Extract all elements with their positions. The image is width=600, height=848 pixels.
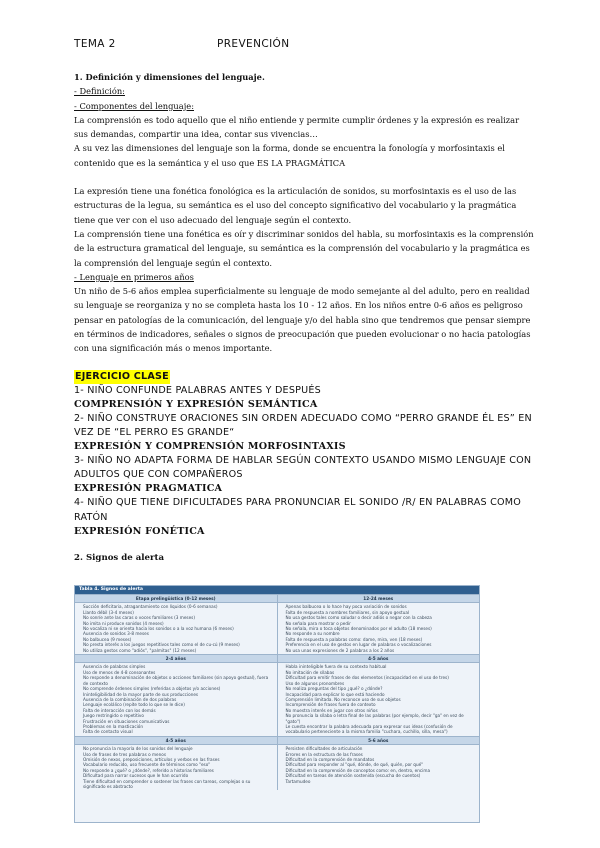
table-list-item: • Le cuesta encontrar la palabra adecuada para expresar sus ideas (confusión de vocabulario perteneciente a la misma familia "cuchara, cuchillo, silla, mesa"): [286, 724, 477, 735]
table-list-item: • Falta de respuesta a nombres familiares, sin apoyo gestual: [286, 610, 477, 615]
table-list-item: • No responde a denominación de objetos o acciones familiares (sin apoyo gestual), fuera de contexto: [83, 675, 274, 686]
table-cell: [277, 663, 480, 735]
table-list-item: • No muestra interés en jugar con otros niños: [286, 708, 477, 713]
table-list-item: • Errores en la estructura de las frases: [286, 752, 477, 757]
table-list-item: • Frustración en situaciones comunicativas: [83, 719, 274, 724]
paragraph-comprehension-expression: La comprensión es todo aquello que el niño entiende y permite cumplir órdenes y la expresión es realizar sus demandas, compartir una idea, contar sus vivencias…: [74, 114, 520, 140]
exercise-question: 4- NIÑO QUE TIENE DIFICULTADES PARA PRONUNCIAR EL SONIDO /R/ EN PALABRAS COMO RATÓN: [74, 497, 521, 523]
table-list-item: • Juego restringido o repetitivo: [83, 713, 274, 718]
exercise-question: 2- NIÑO CONSTRUYE ORACIONES SIN ORDEN ADECUADO COMO “PERRO GRANDE ÉL ES” EN VEZ DE “EL PERRO ES GRANDE“: [74, 412, 532, 439]
table-list-item: • No señala, mira o toca objetos denominados por el adulto (18 meses): [286, 626, 477, 631]
table-list-item: • Omisión de nexos, preposiciones, artículos y verbos en las frases: [83, 757, 274, 762]
table-list-item: • No sonríe ante las caras o voces familiares (3 meses): [83, 615, 274, 620]
table-list-item: • Ausencia de sonidos 3-8 meses: [83, 631, 274, 636]
components-label: - Componentes del lenguaje:: [74, 100, 194, 111]
table-row: [75, 744, 479, 790]
paragraph-expression: La expresión tiene una fonética fonológica es la articulación de sonidos, su morfosintaxis es el uso de las estructuras de la legua, su semántica es el uso del concepto significativo del vocabulario y la pragmática tiene que ver con el uso adecuado del lenguaje según el contexto.: [74, 186, 517, 225]
table-list-item: • Dificultad para responder al "qué, dónde, de qué, quién, por qué": [286, 762, 477, 767]
table-list-item: • Dificultad en la comprensión de mandatos: [286, 757, 477, 762]
table-list-item: • Persisten dificultades de articulación: [286, 746, 477, 751]
table-cell: [75, 663, 277, 735]
table-header-row: [75, 736, 479, 744]
table-header-cell: 4-5 años: [277, 655, 480, 662]
table-list-item: • Comprensión limitada. No reconoce uso de sus objetos: [286, 697, 477, 702]
table-list-item: • Incapacidad para explicar lo que está haciendo: [286, 692, 477, 697]
table-list-item: • Ausencia de palabras simples: [83, 664, 274, 669]
table-cell: [75, 745, 277, 790]
table-list-item: • No balbucea (9 meses): [83, 637, 274, 642]
table-cell: [75, 603, 277, 654]
table-list-item: • No pronuncia la sílaba o letra final de las palabras (por ejemplo, decir "ga" en vez de "gato"): [286, 713, 477, 724]
table-header-row: [75, 594, 479, 602]
table-caption: Tabla 4. Signos de alerta: [75, 586, 479, 594]
table-list-item: • Dificultad en la comprensión de conceptos como: en, dentro, encima: [286, 768, 477, 773]
table-list-item: • Apenas balbucea o lo hace hay poca variación de sonidos: [286, 604, 477, 609]
table-header-cell: 5-6 años: [277, 737, 480, 744]
table-list-item: • No imitación de sílabas: [286, 670, 477, 675]
table-list-item: • Tartamudeo: [286, 779, 477, 784]
table-header-cell: Etapa prelingüística (0-12 meses): [75, 595, 277, 602]
exercise-question: 3- NIÑO NO ADAPTA FORMA DE HABLAR SEGÚN CONTEXTO USANDO MISMO LENGUAJE CON ADULTOS QUE CON COMPAÑEROS: [74, 455, 532, 481]
paragraph-comprehension: La comprensión tiene una fonética es oír y discriminar sonidos del habla, su morfosintaxis es la comprensión de la estructura gramatical del lenguaje, su semántica es la comprensión del vocabulario y la pragmática es la comprensión del lenguaje según el contexto.: [74, 228, 534, 268]
table-cell: [277, 603, 480, 654]
exercise-block: [74, 370, 534, 539]
table-list-item: • Falta de respuesta a palabras como: dame, mira, ven (18 meses): [286, 637, 477, 642]
table-list-item: • Dificultad para emitir frases de dos elementos (incapacidad en el uso de tres): [286, 675, 477, 680]
exercise-answer: EXPRESIÓN PRAGMATICA: [74, 483, 223, 495]
definition-label: - Definición:: [74, 86, 125, 97]
table-header-row: [75, 654, 479, 662]
first-years-label: - Lenguaje en primeros años: [74, 271, 194, 282]
table-list-item: • No señala para mostrar o pedir: [286, 621, 477, 626]
warning-signs-table: [74, 585, 480, 823]
table-list-item: • No usa unas expresiones de 2 palabras a los 2 años: [286, 648, 477, 653]
paragraph-first-years: Un niño de 5-6 años emplea superficialmente su lenguaje de modo semejante al del adulto, pero en realidad su lenguaje se reorganiza y no se completa hasta los 10 - 12 años. En los niños entre 0-6 años es peligroso pensar en patologías de la comunicación, del lenguaje y/o del habla sino que tendremos que pensar siempre en términos de indicadores, señales o signos de preocupación que pueden evolucionar o no hacia patologías con una significación más o menos importante.: [74, 286, 531, 354]
table-list-item: • Dificultad en tareas de atención sostenida (escucha de cuentos): [286, 773, 477, 778]
table-cell: [277, 745, 480, 790]
table-list-item: • Preferencia en el uso de gestos en lugar de palabras o vocalizaciones: [286, 642, 477, 647]
table-header-cell: 4-5 años: [75, 737, 277, 744]
exercise-question: 1- NIÑO CONFUNDE PALABRAS ANTES Y DESPUÉS: [74, 384, 321, 396]
table-list-item: • Vocabulario reducido, uso frecuente de términos como "eso": [83, 762, 274, 767]
table-list-item: • Habla ininteligible fuera de su contexto habitual: [286, 664, 477, 669]
table-list-item: • No responde a ¿qué? o ¿dónde?, referido a historias familiares: [83, 768, 274, 773]
table-list-item: • Ausencia de la combinación de dos palabras: [83, 697, 274, 702]
table-header-cell: 2-4 años: [75, 655, 277, 662]
paragraph-dimensions: A su vez las dimensiones del lenguaje son la forma, donde se encuentra la fonología y morfosintaxis el contenido que es la semántica y el uso que ES LA PRAGMÁTICA: [74, 143, 505, 168]
section-2-title: 2. Signos de alerta: [74, 552, 165, 563]
table-list-item: • No imita ni produce sonidos (4 meses): [83, 621, 274, 626]
table-list-item: • Succión deficitaria, atragantamiento con líquidos (0-6 semanas): [83, 604, 274, 609]
section-1-title: 1. Definición y dimensiones del lenguaje.: [74, 72, 265, 82]
table-list-item: • No responde a su nombre: [286, 631, 477, 636]
table-row: [75, 602, 479, 654]
table-row: [75, 662, 479, 735]
document-body: [74, 70, 534, 565]
table-list-item: • Falta de contacto visual: [83, 729, 274, 734]
table-list-item: • No vocaliza ni se orienta hacia los sonidos o a la voz humana (6 meses): [83, 626, 274, 631]
table-list-item: • No comprende órdenes simples (referidas a objetos y/o acciones): [83, 686, 274, 691]
exercise-answer: EXPRESIÓN Y COMPRENSIÓN MORFOSINTAXIS: [74, 441, 346, 453]
table-list-item: • Lenguaje ecolálico (repite todo lo que se le dice): [83, 702, 274, 707]
table-list-item: • Tiene dificultad en comprender o sostener las frases con tareas, complejas o su significado es abstracto: [83, 779, 274, 790]
table-list-item: • No pronuncia la mayoría de los sonidos del lenguaje: [83, 746, 274, 751]
table-list-item: • Uso de frases de tres palabras o menos: [83, 752, 274, 757]
table-list-item: • No presta interés a los juegos repetitivos tales como el de cu-cú (9 meses): [83, 642, 274, 647]
table-list-item: • Falta de interacción con los demás: [83, 708, 274, 713]
table-header-cell: 12-24 meses: [277, 595, 480, 602]
header-topic: TEMA 2: [74, 38, 116, 50]
table-list-item: • Llanto débil (3-4 meses): [83, 610, 274, 615]
table-list-item: • No usa gestos tales como saludar o decir adiós o negar con la cabeza: [286, 615, 477, 620]
table-list-item: • No utiliza gestos como "adiós", "palmitas" (12 meses): [83, 648, 274, 653]
table-list-item: • No realiza preguntas del tipo ¿qué? o ¿dónde?: [286, 686, 477, 691]
table-list-item: • Dificultad para narrar sucesos que le han ocurrido: [83, 773, 274, 778]
table-list-item: • Problemas en la masticación: [83, 724, 274, 729]
table-list-item: • Ininteligibilidad de la mayor parte de sus producciones: [83, 692, 274, 697]
exercise-title: EJERCICIO CLASE: [74, 370, 170, 384]
table-list-item: • Uso de menos de 4-8 consonantes: [83, 670, 274, 675]
table-list-item: • Uso de algunos pronombres: [286, 681, 477, 686]
exercise-answer: EXPRESIÓN FONÉTICA: [74, 525, 205, 537]
header-section: PREVENCIÓN: [217, 38, 290, 50]
table-list-item: • Incomprensión de frases fuera de contexto: [286, 702, 477, 707]
exercise-answer: COMPRENSIÓN Y EXPRESIÓN SEMÁNTICA: [74, 398, 318, 410]
